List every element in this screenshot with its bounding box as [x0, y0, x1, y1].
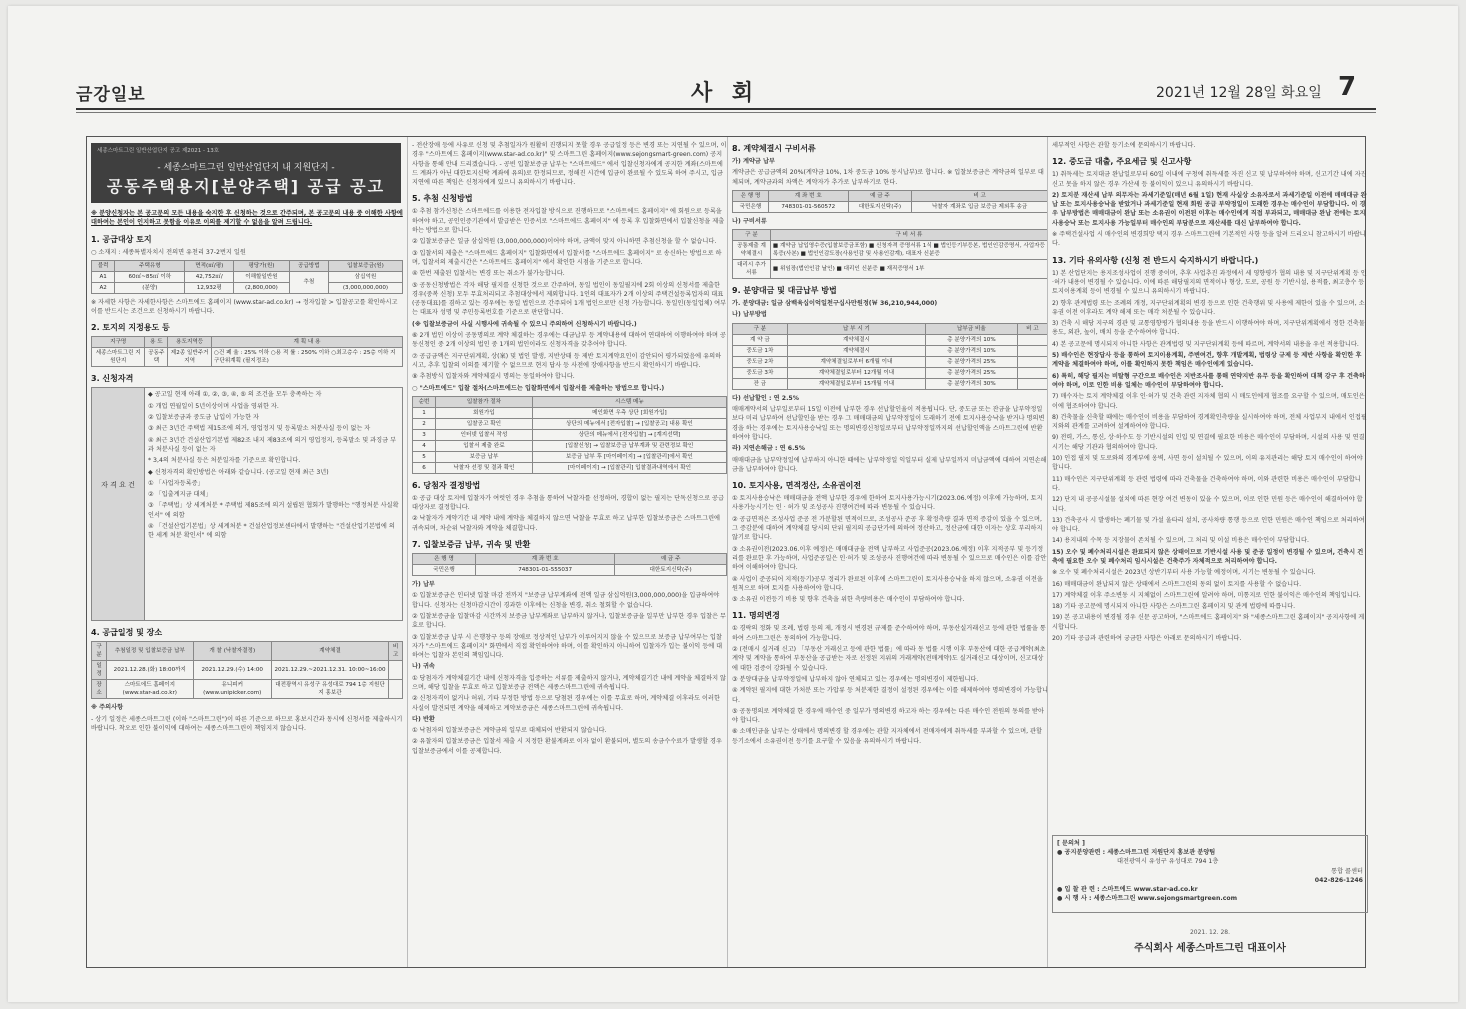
table-cell: 계약체결시	[787, 334, 925, 345]
table-cell: 입찰공고 확인	[436, 418, 533, 429]
table-row	[413, 565, 727, 576]
list-item: ③ 최근 3년간 주택법 제15조에 의거, 영업정지 및 등록말소 처분사실 등이 없는 자	[148, 425, 371, 433]
list-item: ⑤ 공동명의로 계약체결 한 경우에 매수인 중 일부가 명의변경 하고자 하는 경우에는 다른 매수인 전원의 동의를 받아야 합니다.	[732, 707, 1044, 725]
row-label: 일 정	[92, 661, 107, 680]
paragraph: 세부적인 사항은 관할 등기소에 문의하시기 바랍니다.	[1052, 142, 1196, 149]
list-item: ② 「입출계지금 대체」	[148, 491, 212, 499]
table-row	[413, 440, 727, 451]
list-item: ③ 「주택법」상 세계처분 * 주택법 제85조에 의거 설립된 협회가 발행하는 "행정처분 사실확인서" 에 의함	[148, 502, 399, 519]
table-cell: 제2종 일반주거지역	[168, 348, 212, 367]
list-item: 9) 전력, 가스, 통신, 상·하수도 등 기반시설의 인입 및 연결에 필요한 비용은 매수인이 부담하며, 시설의 사용 및 연결 시기는 해당 기관과 협의하여야 합니다.	[1052, 434, 1365, 451]
table-cell: (3,000,000,000)	[328, 282, 402, 293]
table-row	[92, 661, 403, 680]
list-item: 1) 본 산업단지는 용지조성사업이 진행 중이며, 추후 사업추진 과정에서 세 영향평가 협의 내용 및 지구단위계획 등 인·허가 내용이 변경될 수 있습니다. 이에 따른 해당필지의 면적이나 형상, 도로, 공원 등 기반시설, 용적률, 최고층수 등 토지이용계획 등이 변경될 수 있으니 유의하시기 바랍니다.	[1052, 269, 1367, 296]
supply-note: ※ 자세한 사항은 자세한사항은 스마트에드 홈페이지 (www.star-ad.co.kr) → 정자입찰 > 입찰공고를 확인하시고 이를 반드시는 조건으로 신청하시기 바랍니다.	[91, 298, 398, 316]
cautions-list	[1052, 269, 1368, 829]
subheading: 가) 납부	[412, 581, 435, 589]
list-item: ④ 사업이 준공되어 지적(등기)공부 정리가 완료된 이후에 스마트그린이 토지사용승낙을 하지 않으며, 소유권 이전을 원칙으로 하며 토지를 사용하여야 합니다.	[732, 575, 1043, 592]
table-header: 계 좌 번 호	[475, 554, 614, 565]
paragraph: 매매계약서의 납부일로부터 15일 이전에 납부한 경우 선납할인율이 적용됩니다. 단, 중도금 또는 잔금을 납부약정일 보다 미리 납부하여 선납할인을 받는 경우 그 매매대금의 납부약정일이 도래하기 전에 토지사용승낙을 받거나 명의변경을 하는 경우에는 토지사용승낙일 또는 명의변경신청일로부터 납부약정일까지의 선납할인액을 스마트그린에 반환하여야 합니다.	[732, 406, 1045, 441]
table-cell: 상단의 메뉴에서 [전자입찰] → [입찰공고] 내용 확인	[532, 418, 726, 429]
list-item: ③ 입찰서의 제출은 "스마트에드 홈페이지" 입찰화면에서 입찰서를 "스마트에드 홈페이지" 로 송신하는 방법으로 하며, 입찰서의 제출시간은 "스마트에드 홈페이지" 에서 확인한 시점을 기준으로 합니다.	[412, 249, 722, 266]
section-heading: 13. 기타 유의사항 (신청 전 반드시 숙지하시기 바랍니다.)	[1052, 255, 1259, 265]
contact-box	[1052, 835, 1368, 913]
table-cell: 보증금 납부 후 [마이페이지] → [입찰관리]에서 확인	[532, 451, 726, 462]
table-cell: 42,752㎡/	[185, 271, 234, 282]
list-item: 10) 인접 필지 및 도로와의 경계부에 옹벽, 사면 등이 설치될 수 있으며, 이의 유지관리는 해당 토지 매수인이 하여야 합니다.	[1052, 455, 1363, 472]
table-cell: 대한토지신탁(주)	[615, 565, 727, 576]
table-cell: 12,932평	[185, 282, 234, 293]
table-header: 계 획 내 용	[212, 337, 403, 348]
table-cell: 낙찰자 선정 및 결과 확인	[436, 462, 533, 473]
contact-heading: [ 문의처 ]	[1057, 839, 1085, 847]
table-header: 구 비 서 류	[770, 230, 1047, 241]
list-item: 14) 용지내의 수목 등 지장물이 존치될 수 있으며, 그 처리 및 이설 비용은 매수인이 부담합니다.	[1052, 537, 1309, 545]
table-row	[413, 407, 727, 418]
table-header: 용도지역등	[168, 337, 212, 348]
table-row	[733, 201, 1048, 212]
list-item: 17) 계약체결 이후 주소변동 시 지체없이 스마트그린에 알려야 하며, 미통지로 인한 불이익은 매수인의 책임입니다.	[1052, 591, 1361, 599]
table-cell: 계약체결시	[787, 345, 925, 356]
qualification-body	[148, 390, 400, 618]
subheading: 다) 반환	[412, 715, 435, 723]
signoff: 주식회사 세종스마트그린 대표이사	[1134, 942, 1286, 954]
table-row	[413, 451, 727, 462]
contact-developer: ● 시 행 사 : 세종스마트그린 www.sejongsmartgreen.com	[1057, 895, 1238, 903]
table-cell: [입찰신청] → 입찰보증금 납부계좌 및 관련정보 확인	[532, 440, 726, 451]
list-item: 4) 본 공고문에 명시되지 아니한 사항은 관계법령 및 지구단위계획 등에 따르며, 계약서의 내용을 우선 적용합니다.	[1052, 340, 1359, 348]
section-heading: 11. 명의변경	[732, 611, 780, 621]
table-cell: 중도금 2차	[733, 356, 788, 367]
subheading: 나) 귀속	[412, 663, 435, 671]
list-item: ① 토지사용승낙은 매매대금을 전액 납부한 경우에 한하여 토지사용가능시기(2023.06.예정) 이후에 가능하며, 토지사용가능시기는 인 · 허가 및 조성공사 진행여건에 따라 변동될 수 있습니다.	[732, 495, 1043, 512]
table-header: 평당가(원)	[234, 260, 290, 271]
table-row	[733, 356, 1048, 367]
list-item: ◆ 신청자격의 확인방법은 아래와 같습니다. (공고일 현재 최근 3년)	[148, 468, 329, 476]
table-cell: 4	[413, 440, 436, 451]
table-cell: 상단의 메뉴에서 [전자입찰] → [계지선택]	[532, 429, 726, 440]
table-cell: 국민은행	[733, 201, 769, 212]
table-cell: (2,800,000)	[234, 282, 290, 293]
contact-bidding: ● 입 찰 관 련 : 스마트에드 www.star-ad.co.kr	[1057, 886, 1198, 894]
table-cell	[389, 680, 403, 699]
table-row	[413, 418, 727, 429]
table-cell: 인터넷 입찰서 작성	[436, 429, 533, 440]
subheading: 라) 지연손해금 : 연 6.5%	[732, 445, 805, 453]
issue-date: 2021년 12월 28일 화요일	[1156, 85, 1322, 101]
list-item: ④ 한번 제출된 입찰서는 변경 또는 취소가 불가능합니다.	[412, 270, 565, 278]
contact-phone: 042-826-1246	[1314, 876, 1363, 884]
list-item: 1) 취득세는 토지대금 완납일로부터 60일 이내에 구청에 취득세를 자진 신고 및 납부하여야 하며, 신고기간 내에 자진신고 못을 하지 않은 경우 가산세 등 불이익이 있으니 유의하시기 바랍니다.	[1052, 171, 1367, 188]
table-cell: ■ 계약금 납입영수증(입찰보증금포함) ■ 신청자격 증명서류 1식 ■ 법인등기부등본, 법인인감증명서, 사업자등록증(사본) ■ 법인인감도장(사용인감 및 사용인감계), 대표자 신분증	[770, 241, 1047, 260]
notice-column-1	[91, 137, 403, 967]
table-header: 예 금 주	[615, 554, 727, 565]
masthead-rule-thin	[76, 112, 1376, 113]
public-notice-ad	[86, 136, 1366, 968]
signoff-date: 2021. 12. 28.	[1189, 928, 1231, 936]
list-item: ④ 최근 3년간 건설산업기본법 제82조 내지 제83조에 의거 영업정지, 등록말소 및 과징금 부과 처분사실 등이 없는 자	[148, 436, 397, 453]
list-item: 5) 배수인은 현장답사 등을 통하여 토지이용계획, 주변여건, 향후 개발계획, 법령상 규제 등 제반 사항을 확인한 후 계약을 체결하여야 하며, 이를 확인하지 못한 책임은 매수인에게 있습니다.	[1052, 352, 1362, 369]
payment-schedule-table	[732, 323, 1048, 390]
table-cell: 6	[413, 462, 436, 473]
table-row	[733, 345, 1048, 356]
list-item: 19) 본 공고내용이 변경될 경우 신문 공고하며, "스마트에드 홈페이지" 와 "세종스마트그린 홈페이지" 공지사항에 게시합니다.	[1052, 614, 1365, 631]
table-header: 입찰보증금(원)	[328, 260, 402, 271]
table-cell	[1017, 345, 1047, 356]
table-header: 구 분	[733, 323, 788, 334]
section-heading: 7. 입찰보증금 납부, 귀속 및 반환	[412, 540, 531, 550]
notice-column-2	[407, 137, 727, 967]
table-cell: 60㎡~85㎡ 이하	[115, 271, 185, 282]
list-item: ② 유찰자의 입찰보증금은 입찰서 제출 시 지정한 환불계좌로 이자 없이 환불되며, 별도의 송금수수료가 발생할 경우 입찰보증금에서 이를 공제합니다.	[412, 738, 722, 755]
table-header: 용 도	[145, 337, 168, 348]
schedule-table	[91, 641, 403, 699]
qualification-box	[91, 387, 403, 621]
table-cell: 회원가입	[436, 407, 533, 418]
list-item: ⑦ 공급금액은 지구단위계획, 상(案) 및 법인 발생, 지반상태 등 제반 토지계약요인이 감안되어 평가되었음에 유의하시고, 추후 입찰의 이의를 제기할 수 없으므로 현지 답사 등 사전에 장애사항을 반드시 확인하시기 바랍니다.	[412, 352, 722, 369]
table-cell: 총 분양가격의 10%	[926, 345, 1018, 356]
table-cell: 총 분양가격의 25%	[926, 356, 1018, 367]
list-item: ④ 계약된 필지에 대한 가처분 또는 가압류 등 처분제한 결정이 설정된 경우에는 이를 해제하여야 명의변경이 가능합니다.	[732, 687, 1048, 704]
notice-intro: ※ 분양신청자는 본 공고문의 모든 내용을 숙지한 후 신청하는 것으로 간주되며, 본 공고문의 내용 중 이해한 사항에 대하여는 본인이 인지하고 못함을 이유로 이의를 제기할 수 없음을 알려 드립니다.	[91, 210, 403, 227]
table-header: 은 행 명	[413, 554, 476, 565]
masthead	[76, 72, 1376, 106]
page-number: 7	[1338, 72, 1357, 102]
notice-title: 공동주택용지[분양주택] 공급 공고	[106, 177, 386, 196]
table-header: 입찰참가 절차	[436, 396, 533, 407]
notice-subtitle: - 세종스마트그린 일반산업단지 내 지원단지 -	[157, 163, 335, 173]
table-header: 은 행 명	[733, 190, 769, 201]
list-item: ① 개업 연월일이 5년이상이며 사업을 영위한 자.	[148, 402, 279, 410]
list-item: ⑧ 추첨방식 입찰자와 계약체결시 명의는 동일하여야 합니다.	[412, 373, 575, 381]
notice-title-box	[91, 143, 401, 203]
table-cell: 748301-01-560572	[768, 201, 848, 212]
list-item: ※ 오수 및 폐수처리시설은 2023년 상반기부터 사용 가능할 예정이며, 시기는 변동될 수 있습니다.	[1052, 569, 1316, 577]
site-location: ○ 소재지 : 세종특별자치시 전의면 유천리 37-2번지 일원	[91, 248, 246, 256]
table-row	[733, 241, 1048, 260]
table-cell: 2021.12.29.(수) 14:00	[193, 661, 271, 680]
section-name: 사 회	[691, 81, 760, 106]
list-item: ⑤ 소유권 이전등기 비용 및 향후 건축을 위한 측량비용은 매수인이 부담하여야 합니다.	[732, 596, 965, 604]
list-item: 12) 단지 내 공공시설물 설치에 따른 현장 여건 변동이 있을 수 있으며, 이로 인한 민원 등은 매수인이 해결하여야 합니다.	[1052, 496, 1363, 513]
section-heading: 10. 토지사용, 면적정산, 소유권이전	[732, 481, 862, 491]
table-cell: 계약체결일로부터 12개월 이내	[787, 367, 925, 378]
table-cell: 총 분양가격의 25%	[926, 367, 1018, 378]
paper-name: 금강일보	[76, 85, 146, 105]
table-header: 지구명	[92, 337, 145, 348]
table-cell	[1017, 378, 1047, 389]
table-header: 추첨일정 및 입찰보증금 납부	[107, 642, 193, 661]
list-item: ⑥ 소매인금을 납부는 상태에서 명의변경 할 경우에는 관할 지자체에서 전매자에게 취득세를 부과할 수 있으며, 관할 등기소에서 소유권이전 등기를 요구할 수 있음을 유의하시기 바랍니다.	[732, 728, 1042, 745]
table-cell	[1017, 367, 1047, 378]
table-cell: 대한토지신탁(주)	[848, 201, 912, 212]
contact-phone-label: 통합 콜센터	[1331, 867, 1363, 875]
list-item: ① 입찰보증금은 인터넷 입찰 마감 전까지 "보증금 납부계좌에 전액 일금 삼십억원(3,000,000,000)을 입금하여야 합니다. 신청자는 신청마감시간이 경과한 이후에는 신청을 변경, 취소 철회할 수 없습니다.	[412, 592, 720, 609]
list-item: 15) 오수 및 폐수처리시설은 완료되지 않은 상태이므로 기반시설 사용 및 준공 일정이 변경될 수 있으며, 건축시 건축에 필요한 오수 및 폐수처리 임시시설은 건축주가 자체적으로 처리하여야 합니다.	[1052, 548, 1364, 565]
list-item: ※ 주택건설사업 시 매수인의 변경희망 택지 경우 스마트그린에 기본적인 사항 등을 알려 드리오니 참고하시기 바랍니다.	[1052, 231, 1366, 248]
table-cell: A2	[92, 282, 115, 293]
subheading: 가) 계약금 납부	[732, 158, 775, 165]
table-row	[92, 348, 403, 367]
table-header: 주택유형	[115, 260, 185, 271]
contact-sales: ● 공지분양관련 : 세종스마트그린 지원단지 홍보관 분양팀	[1057, 848, 1216, 856]
table-row	[733, 378, 1048, 389]
notes-text: - 상기 일정은 세종스마트그린 (이하 "스마트그린")이 따른 기준으로 하므로 홍보시간과 동시에 신청서를 제출하시기 바랍니다. 착오로 인한 불이익에 대하여는 세종스마트그린이 책임지지 않습니다.	[91, 715, 403, 733]
table-cell: 공동주택	[145, 348, 168, 367]
list-item: 11) 매수인은 지구단위계획 등 관련 법령에 따라 건축물을 건축하여야 하며, 이와 관련한 비용은 매수인이 부담합니다.	[1052, 475, 1361, 492]
notice-number: 세종스마트그린 일반산업단지 공고 제2021 - 13호	[97, 148, 220, 154]
table-header: 예 금 주	[848, 190, 912, 201]
list-item: 7) 매수자는 토지 계약체결 이후 인·허가 및 건축 관련 지자체 협의 시 매도인에게 협조를 요구할 수 있으며, 매도인은 이에 협조하여야 합니다.	[1052, 393, 1365, 410]
table-header: 블럭	[92, 260, 115, 271]
table-cell: 2021.12.28.(화) 18:00까지	[107, 661, 193, 680]
section-heading: 3. 신청자격	[91, 374, 134, 384]
deposit-account-table	[412, 553, 727, 576]
table-header: 납부금 비율	[926, 323, 1018, 334]
table-cell: 메인화면 우측 상단 [회원가입]	[532, 407, 726, 418]
list-item: ① 추첨 참가신청은 스마트에드를 이용한 전자입찰 방식으로 진행하므로 "스마트에드 홈페이지" 에 회원으로 등록을 하여야 하고, 공인인증기관에서 발급받은 인증서로 "스마트에드 홈페이지" 에 등록 후 입찰화면에서 입찰신청을 제출하는 방법으로 합니다.	[412, 208, 725, 235]
list-item: 18) 기타 공고문에 명시되지 아니한 사항은 스마트그린 홈페이지 및 관계 법령에 따릅니다.	[1052, 603, 1296, 611]
list-item: ③ 분양대금을 납부약정일에 납부하지 않아 연체되고 있는 경우에는 명의변경이 제한됩니다.	[732, 675, 979, 683]
table-cell: 유니피커 (www.unipicker.com)	[193, 680, 271, 699]
list-item: ② 입찰보증금은 일금 삼십억원 (3,000,000,000)이어야 하며, 금액이 맞지 아니하면 추첨신청을 할 수 없습니다.	[412, 238, 717, 246]
list-item: ⑤ 공동신청방법은 각자 해당 필지를 신청한 것으로 간주하며, 동일 법인이 동일필지에 2회 이상의 신청서를 제출한 경우(중복 신청) 모두 무효처리되고 추첨대상에서 제외합니다. 1인의 대표자가 2개 이상의 주택건설등록업자의 대표(공동대표)를 겸하고 있는 경우에는 동일 법인으로 간주되어 1개 법인으로만 신청 가능합니다. 동일인(동일업체) 여부는 대표자 성명 및 주민등록번호를 기준으로 판단합니다.	[412, 281, 727, 317]
section-heading: 9. 분양대금 및 대금납부 방법	[732, 286, 837, 296]
table-header: 비고	[389, 642, 403, 661]
table-row	[92, 282, 403, 293]
table-cell: ■ 위임장(법인인감 날인) ■ 대리인 신분증 ■ 재직증명서 1부	[770, 260, 1047, 279]
list-item: ③ 입찰보증금 납부 시 은행창구 등의 장애로 정상적인 납부가 이루어지지 않을 수 있으므로 보증금 납부여부는 입찰자가 "스마트에드 홈페이지" 화면에서 직접 확인하여야 하며, 이를 확인하지 아니하여 입찰자가 입는 불이익 등에 대하여는 입찰자 본인의 책임입니다.	[412, 633, 723, 660]
section-heading: 5. 추첨 신청방법	[412, 194, 473, 204]
list-item: ① 낙첨자의 입찰보증금은 계약금의 일부로 대체되어 반환되지 않습니다.	[412, 727, 607, 735]
table-cell: A1	[92, 271, 115, 282]
table-header: 공급방법	[289, 260, 328, 271]
list-item: * 3,4의 처분사실 등은 처분일자를 기준으로 확인합니다.	[148, 457, 301, 465]
list-item: (※ 입찰보증금이 사실 시행사에 귀속될 수 있으니 주의하여 신청하시기 바랍니다.)	[412, 320, 637, 328]
list-item: 2) 토지분 재산세 납부 의무자는 과세기준일(매년 6월 1일) 현재 사실상 소유자로서 과세기준일 이전에 매매대금 완납 또는 토지사용승낙을 받았거나 과세기준일 현재 회원 공급 부약정일이 도래한 경우는 매수인이 부담합니다. 이 경우 납부방법은 매매대금이 완납 또는 소유권이 이전된 이후는 매수인에게 직접 부과되고, 매매대금 완납 전에는 토지사용승낙 또는 토지사용 가능일부터 매수인의 부담분으로 재산세를 대신 납부하여야 합니다.	[1052, 191, 1367, 227]
table-cell: 공통제출 계약체결시	[733, 241, 771, 260]
list-item: ① 「사업자등록증」	[148, 479, 204, 487]
table-header: 비 고	[1017, 323, 1047, 334]
table-cell: ○건 폐 율 : 25% 이하 ○용 적 률 : 250% 이하 ○최고층수 : 25층 이하 지구단위계획 (필지정조)	[212, 348, 403, 367]
table-header: 구 분	[733, 230, 771, 241]
newspaper-page	[8, 6, 1458, 1002]
list-item: ④ 「건설산업기본법」상 세계처분 * 건설산업정보센터에서 발행하는 "건설산업기본법에 의한 세계 처분 확인서" 에 의함	[148, 523, 395, 540]
paragraph: 계약금은 공급금액의 20%(계약금 10%, 1차 중도금 10% 동시납부)로 합니다. ※ 입찰보증금은 계약금의 일부로 대체되며, 계약금과의 차액은 계약자가 추가로 납부하기로 한다.	[732, 169, 1044, 186]
table-cell: 3	[413, 429, 436, 440]
table-cell: (분양)	[115, 282, 185, 293]
section-heading: 4. 공급일정 및 장소	[91, 628, 163, 638]
list-item: ② (전매시 실거래 신고) 「부동산 거래신고 등에 관한 법률」에 따라 동 법률 시행 이후 부동산에 대한 공급계약(최초계약 및 계약을 통하여 부동산을 공급받는 자로 선정된 지위의 거래계약(전매계약)도 실거래신고 대상이며, 신고대상에 대한 검증이 강화될 수 있습니다.	[732, 646, 1046, 672]
list-item: ◆ 공고일 현재 아래 ①, ②, ③, ④, ⑤ 의 조건을 모두 충족하는 자	[148, 391, 322, 399]
table-cell: 중도금 1차	[733, 345, 788, 356]
table-cell: 삼십억원	[328, 271, 402, 282]
list-item: ○ "스마트에드" 입찰 절차(스마트에드는 입찰화면에서 입찰서를 제출하는 방법으로 합니다.)	[412, 384, 665, 392]
section-heading: 2. 토지의 지정용도 등	[91, 323, 170, 333]
sale-price: 가. 분양대금: 일금 삼백육십이억일천구십사만원정(￦ 36,210,944,000)	[732, 300, 938, 308]
notice-column-3	[727, 137, 1048, 967]
list-item: ② 입찰보증금을 입찰마감 시간까지 보증금 납부계좌로 납부하지 않거나, 입찰보증금을 일부만 납부한 경우 입찰은 무효로 합니다.	[412, 612, 727, 630]
list-item: ① 경락의 정화 및 조례, 법령 등의 제, 개정시 변경된 규제를 준수하여야 하며, 부동산실거래신고 등에 관한 법률을 통하여 스마트그린은 동의하여 가능합니다.	[732, 625, 1046, 642]
table-cell: 입찰서 제출 완료	[436, 440, 533, 451]
table-header: 비 고	[912, 190, 1048, 201]
list-item: ③ 소유권이전(2023.06.이후 예정)은 매매대금을 전액 납부하고 사업준공(2023.06.예정) 이후 지적공부 및 등기정리를 완료한 후 가능하며, 사업준공일은 인·허가 및 조성공사 진행여건에 따라 변동될 수 있으므로 매수인은 이를 감안하여 이해하여야 합니다.	[732, 545, 1047, 572]
list-item: 13) 건축공사 시 발생하는 폐기물 및 가설 울타리 설치, 공사차량 통행 등으로 인한 민원은 매수인 책임으로 처리하여야 합니다.	[1052, 516, 1365, 534]
supply-land-table	[91, 260, 403, 294]
table-cell: 2	[413, 418, 436, 429]
land-use-table	[91, 336, 403, 367]
table-cell: 5	[413, 451, 436, 462]
required-documents-table	[732, 229, 1048, 279]
table-row	[733, 260, 1048, 279]
table-cell: 대전광역시 유성구 유성대로 794 1층 지원단지 홍보관	[272, 680, 389, 699]
list-item: 6) 특히, 해당 필지는 비탈형 구간으로 배수인은 지반조사를 통해 연약지반 유무 등을 확인하여 대책 강구 후 건축하여야 하며, 이로 인한 비용 일체는 매수인이 부담하여야 합니다.	[1052, 372, 1365, 389]
table-row	[413, 429, 727, 440]
bidding-procedure-table	[412, 396, 727, 474]
table-cell: 총 분양가격의 30%	[926, 378, 1018, 389]
table-cell: 1	[413, 407, 436, 418]
table-cell: 총 분양가격의 10%	[926, 334, 1018, 345]
section-heading: 8. 계약체결시 구비서류	[732, 144, 816, 153]
table-cell: 추첨	[289, 271, 328, 293]
table-cell: 2021.12.29.~2021.12.31. 10:00~16:00	[272, 661, 389, 680]
table-cell: 계약체결일로부터 6개월 이내	[787, 356, 925, 367]
list-item: ② 신청자격이 없거나 허위, 기타 부정한 방법 등으로 당첨된 경우에는 이를 무효로 하며, 계약체결 이후라도 이러한 사실이 발견되면 계약을 해제하고 계약보증금은 세종스마트그린에 귀속됩니다.	[412, 695, 720, 712]
table-cell	[1017, 356, 1047, 367]
table-row	[733, 334, 1048, 345]
list-item: ② 낙찰자가 계약기간 내 계약 내에 계약을 체결하지 않으면 낙찰을 무효로 하고 납부한 입찰보증금은 스마트그린에 귀속되며, 차순위 낙찰자와 계약을 체결합니다.	[412, 515, 721, 532]
table-cell: 748301-01-555037	[475, 565, 614, 576]
list-item: 20) 기타 공급과 관련하여 궁금한 사항은 아래로 문의하시기 바랍니다.	[1052, 635, 1242, 643]
table-header: 계 좌 번 호	[768, 190, 848, 201]
table-cell: 세종스마트그린 지원단지	[92, 348, 145, 367]
list-item: ② 입찰보증금과 중도금 납입이 가능한 자	[148, 414, 260, 422]
table-header: 개 찰 (낙찰자결정)	[193, 642, 271, 661]
table-cell: 국민은행	[413, 565, 476, 576]
table-cell: [마이페이지] → [입찰관리] 입찰결과내역에서 확인	[532, 462, 726, 473]
table-cell: 보증금 납부	[436, 451, 533, 462]
table-header: 납 부 시 기	[787, 323, 925, 334]
qualification-side-label: 자 격 요 건	[92, 388, 145, 620]
paragraph: - 전산장애 등에 사유로 신청 및 추첨일자가 원활히 진행되지 못할 경우 공급일정 등은 변경 또는 지연될 수 있으며, 이 경우 "스마트에드 홈페이지(www.star-ad.co.kr)" 및 스마트그린 홈페이지(www.sejongsmart-green.com) 공지사항을 통해 안내 드리겠습니다. - 공빈 입찰보증금 납부는 "스마트에드" 에서 입찰신청자에게 공지한 계좌(스마트에드 계좌가 아닌 대한토지신탁 계좌에 유의)로 한정되므로, 정해진 시간에 입금이 완료될 수 있도록 하여 주시고, 입금지연에 따른 책임은 신청자에게 있으니 유의하시기 바랍니다.	[412, 142, 727, 187]
table-header: 시스템 메뉴	[532, 396, 726, 407]
list-item: 3) 건축 시 해당 지구의 경관 및 교통영향평가 협의내용 등을 반드시 이행하여야 하며, 지구단위계획에서 정한 건축물 용도, 외관, 높이, 배치 등을 준수하여야 합니다.	[1052, 320, 1365, 337]
table-cell: 스마트에드 홈페이지 (www.star-ad.co.kr)	[107, 680, 193, 699]
table-cell: 이해할일반원	[234, 271, 290, 282]
list-item: ① 당첨자가 계약체결기간 내에 신청자격을 입증하는 서류를 제출하지 않거나, 계약체결기간 내에 계약을 체결하지 않으며, 해당 입찰을 무효로 하고 입찰보증금 전액은 세종스마트그린에 귀속됩니다.	[412, 674, 727, 691]
row-label: 장 소	[92, 680, 107, 699]
subheading: 다) 선납할인 : 연 2.5%	[732, 394, 799, 402]
table-cell: 계약체결일로부터 15개월 이내	[787, 378, 925, 389]
contract-account-table	[732, 190, 1048, 213]
table-header: 계약체결	[272, 642, 389, 661]
table-header: 면적(㎡/평)	[185, 260, 234, 271]
table-cell: 잔 금	[733, 378, 788, 389]
notes-heading: ※ 주의사항	[91, 704, 124, 712]
table-cell: 계 약 금	[733, 334, 788, 345]
paragraph: 매매대금을 납부약정일에 납부하지 아니한 때에는 납부약정일 익일부터 실제 납부일까지 미납금액에 대하여 지연손해금을 납부하여야 합니다.	[732, 456, 1047, 473]
subheading: 나) 납부방법	[732, 311, 767, 319]
table-cell: 대리시 추가서류	[733, 260, 771, 279]
section-heading: 6. 당첨자 결정방법	[412, 480, 481, 490]
list-item: 8) 건축물을 신축할 때에는 매수인이 비용을 부담하여 경계확인측량을 실시하여야 하며, 전체 사업부지 내에서 인접필지와의 관계를 고려하여 설계하여야 합니다.	[1052, 413, 1367, 431]
list-item: 2) 향후 관계법령 또는 조례의 개정, 지구단위계획의 변경 등으로 인한 건축행위 및 사용에 제한이 있을 수 있으며, 소유권 이전 이후라도 계약 해제 또는 매각 처분될 수 있습니다.	[1052, 299, 1365, 316]
masthead-rule	[76, 108, 1376, 110]
subheading: 나) 구비서류	[732, 217, 767, 225]
table-cell: 중도금 3차	[733, 367, 788, 378]
table-row	[92, 271, 403, 282]
table-row	[92, 680, 403, 699]
section-heading: 12. 중도금 대출, 주요세금 및 신고사항	[1052, 157, 1192, 167]
table-header: 순번	[413, 396, 436, 407]
list-item: 16) 매매대금이 완납되지 않은 상태에서 스마트그린의 동의 없이 토지를 사용할 수 없습니다.	[1052, 580, 1302, 588]
table-row	[733, 367, 1048, 378]
list-item: ① 공급 대상 토지에 입찰자가 여럿인 경우 추첨을 통하여 낙찰자를 선정하며, 경합이 없는 필지는 단독신청으로 공급대상자로 결정합니다.	[412, 494, 724, 512]
list-item: ⑥ 2개 법인 이상이 공동명의로 계약 체결하는 경우에는 대금납부 등 계약내용에 대하여 연대하여 이행하여야 하며 공동신청인 중 2개 이상의 법인 중 1개의 법인이라도 신청자격을 갖추어야 합니다.	[412, 332, 726, 349]
notice-column-4	[1047, 137, 1368, 967]
table-header: 구 분	[92, 642, 107, 661]
table-cell	[1017, 334, 1047, 345]
table-cell: 낙찰자 계좌로 입금 보증금 제외후 송금	[912, 201, 1048, 212]
section-heading: 1. 공급대상 토지	[91, 234, 152, 244]
table-row	[413, 462, 727, 473]
table-cell	[389, 661, 403, 680]
list-item: ② 공급면적은 조성사업 준공 전 가분할된 면적이므로, 조성공사 준공 후 확정측량 결과 면적 증감이 있을 수 있으며, 그 증감분에 대하여 계약체결 당시의 단위 필지의 공급단가에 의하여 정산하고, 정산금에 대한 이자는 상호 부리하지 않기로 합니다.	[732, 515, 1043, 542]
contact-address: 대전광역시 유성구 유성대로 794 1층	[1117, 858, 1219, 866]
